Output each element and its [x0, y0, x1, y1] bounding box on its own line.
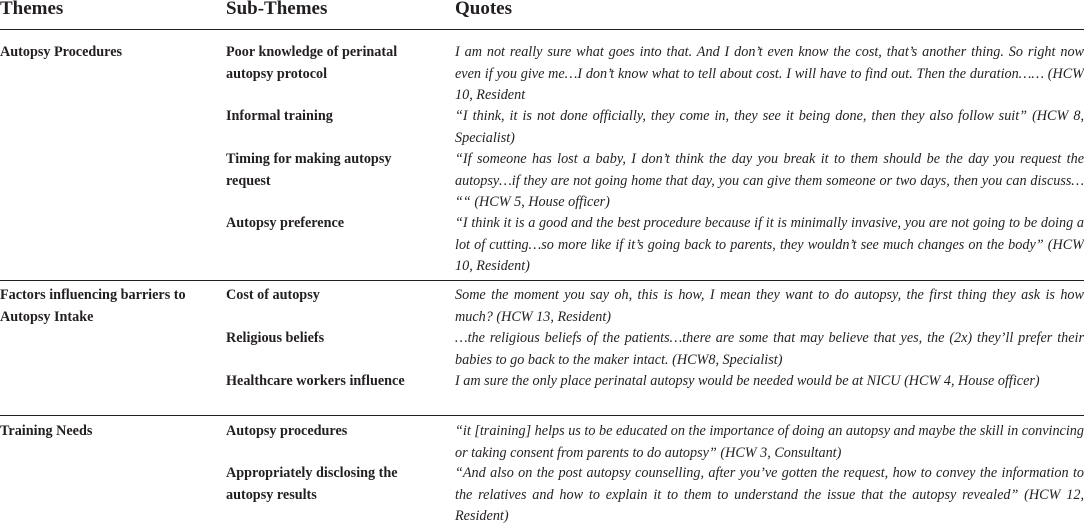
quote-cell: I am not really sure what goes into that. And I don’t even know the cost, that’s another thing. So right now even if you give me…I don’t know what to tell about cost. I will have to find out. Then the duration…… (HCW 10, Resident: [455, 44, 1084, 104]
header-rule: [0, 29, 1084, 30]
header-quotes: Quotes: [455, 0, 512, 19]
quote-cell: “If someone has lost a baby, I don’t think the day you break it to them should be the day you request the autopsy…if they are not going home that day, you can give them someone or two days, then you can discuss… ““ (HCW 5, House officer): [455, 151, 1084, 211]
subtheme-cell: Healthcare workers influence: [226, 373, 405, 389]
quote-cell: “And also on the post autopsy counselling, after you’ve gotten the request, how to convey the information to the relatives and how to explain it to them to understand the issue that the autopsy revealed” (HCW 12, Resident): [455, 465, 1084, 525]
subtheme-cell: Autopsy procedures: [226, 423, 348, 439]
section-divider: [0, 280, 1084, 281]
subtheme-cell: Timing for making autopsy request: [226, 151, 392, 189]
subtheme-cell: Autopsy preference: [226, 215, 345, 231]
header-subthemes: Sub-Themes: [226, 0, 328, 19]
subtheme-cell: Appropriately disclosing the autopsy results: [226, 465, 398, 503]
subtheme-cell: Religious beliefs: [226, 330, 325, 346]
quote-cell: …the religious beliefs of the patients…there are some that may believe that yes, the (2x) they’ll prefer their babies to go back to the maker intact. (HCW8, Specialist): [455, 330, 1084, 368]
subtheme-cell: Cost of autopsy: [226, 287, 320, 303]
quote-cell: Some the moment you say oh, this is how, I mean they want to do autopsy, the first thing they ask is how much? (HCW 13, Resident): [455, 287, 1084, 325]
quote-cell: I am sure the only place perinatal autopsy would be needed would be at NICU (HCW 4, House officer): [455, 373, 1040, 389]
subtheme-cell: Poor knowledge of perinatal autopsy protocol: [226, 44, 398, 82]
quote-cell: “I think it is a good and the best procedure because if it is minimally invasive, you are not going to be doing a lot of cutting…so more like if it’s going back to parents, they wouldn’t see much changes on the body” (HCW 10, Resident): [455, 215, 1084, 275]
subtheme-cell: Informal training: [226, 108, 333, 124]
quote-cell: “I think, it is not done officially, they come in, they see it being done, then they also follow suit” (HCW 8, Specialist): [455, 108, 1084, 146]
theme-cell: Factors influencing barriers to Autopsy Intake: [0, 287, 186, 325]
section-divider: [0, 415, 1084, 416]
theme-cell: Training Needs: [0, 423, 93, 439]
quote-cell: “it [training] helps us to be educated on the importance of doing an autopsy and maybe the skill in convincing or taking consent from parents to do autopsy” (HCW 3, Consultant): [455, 423, 1084, 461]
theme-cell: Autopsy Procedures: [0, 44, 123, 60]
header-themes: Themes: [0, 0, 64, 19]
